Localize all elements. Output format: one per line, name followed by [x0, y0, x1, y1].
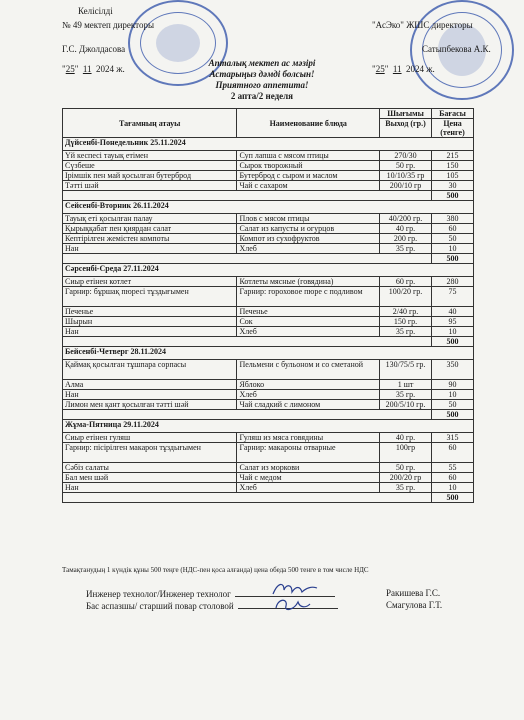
dish-name-ru: Хлеб [237, 483, 380, 493]
dish-name-kz: Гарнир: бұршақ пюресі тұздығымен [63, 287, 237, 307]
header-name-kz: Тағамның атауы [63, 109, 237, 138]
approval-date-right: "25" 11 2024 ж. [372, 64, 435, 74]
approval-org: Келісілді [78, 6, 113, 16]
dish-name-kz: Үй кеспесі тауық етімен [63, 151, 237, 161]
dish-price: 75 [432, 287, 474, 307]
header-name-ru: Наименование блюда [237, 109, 380, 138]
dish-name-kz: Бал мен шәй [63, 473, 237, 483]
dish-price: 350 [432, 360, 474, 380]
day-title: Сейсенбі-Вторник 26.11.2024 [63, 201, 474, 214]
dish-output: 40/200 гр. [380, 214, 432, 224]
dish-price: 90 [432, 380, 474, 390]
dish-name-ru: Пельмени с бульоном и со сметаной [237, 360, 380, 380]
dish-price: 105 [432, 171, 474, 181]
menu-row [63, 473, 474, 483]
menu-table-body [63, 138, 474, 503]
dish-name-kz: Ірімшік пен май қосылған бутерброд [63, 171, 237, 181]
dish-name-ru: Хлеб [237, 244, 380, 254]
dish-name-ru: Котлеты мясные (говядина) [237, 277, 380, 287]
approval-name-right: Сатыпбекова А.К. [422, 44, 491, 54]
dish-name-kz: Нан [63, 390, 237, 400]
menu-row [63, 244, 474, 254]
menu-title-kz: Апталық мектеп ас мәзірі [208, 58, 316, 68]
day-total: 500 [432, 493, 474, 503]
dish-output: 35 гр. [380, 244, 432, 254]
dish-name-kz: Сиыр етінен котлет [63, 277, 237, 287]
dish-price: 10 [432, 483, 474, 493]
week-label: 2 апта/2 неделя [230, 91, 294, 101]
total-spacer [63, 337, 432, 347]
day-total-row [63, 337, 474, 347]
total-spacer [63, 191, 432, 201]
menu-table [62, 108, 474, 503]
dish-output: 35 гр. [380, 390, 432, 400]
dish-price: 40 [432, 307, 474, 317]
dish-name-kz: Сиыр етінен гуляш [63, 433, 237, 443]
day-total: 500 [432, 254, 474, 264]
menu-row [63, 224, 474, 234]
dish-price: 95 [432, 317, 474, 327]
dish-name-ru: Яблоко [237, 380, 380, 390]
dish-price: 55 [432, 463, 474, 473]
dish-price: 10 [432, 244, 474, 254]
dish-output: 50 гр. [380, 463, 432, 473]
dish-name-ru: Компот из сухофруктов [237, 234, 380, 244]
dish-price: 60 [432, 224, 474, 234]
dish-output: 200/20 гр [380, 473, 432, 483]
day-total: 500 [432, 410, 474, 420]
menu-row [63, 307, 474, 317]
dish-name-ru: Гуляш из мяса говядины [237, 433, 380, 443]
signature-role-technologist: Инженер технолог/Инженер технолог [86, 589, 231, 599]
dish-output: 50 гр. [380, 161, 432, 171]
dish-output: 200/5/10 гр. [380, 400, 432, 410]
total-spacer [63, 410, 432, 420]
dish-price: 50 [432, 234, 474, 244]
dish-output: 200/10 гр [380, 181, 432, 191]
dish-name-ru: Плов с мясом птицы [237, 214, 380, 224]
dish-output: 2/40 гр. [380, 307, 432, 317]
greeting-kz: Астарыңыз дәмді болсын! [209, 69, 315, 79]
dish-name-kz: Гарнир: пісірілген макарон тұздығымен [63, 443, 237, 463]
handwritten-signature-2 [272, 596, 312, 614]
menu-title-block [0, 58, 524, 102]
dish-output: 100гр [380, 443, 432, 463]
dish-price: 10 [432, 327, 474, 337]
dish-name-kz: Қырыққабат пен қиярдан салат [63, 224, 237, 234]
dish-name-kz: Сүзбеше [63, 161, 237, 171]
dish-name-kz: Шырын [63, 317, 237, 327]
dish-name-ru: Сырок творожный [237, 161, 380, 171]
total-spacer [63, 254, 432, 264]
dish-name-kz: Сәбіз салаты [63, 463, 237, 473]
dish-output: 270/30 [380, 151, 432, 161]
dish-output: 200 гр. [380, 234, 432, 244]
menu-row [63, 161, 474, 171]
dish-name-kz: Лимон мен қант қосылған тәтті шәй [63, 400, 237, 410]
dish-output: 40 гр. [380, 224, 432, 234]
greeting-ru: Приятного аппетита! [215, 80, 309, 90]
menu-row [63, 287, 474, 307]
dish-name-ru: Хлеб [237, 327, 380, 337]
day-total: 500 [432, 191, 474, 201]
dish-price: 50 [432, 400, 474, 410]
menu-row [63, 181, 474, 191]
menu-row [63, 317, 474, 327]
dish-price: 215 [432, 151, 474, 161]
dish-output: 10/10/35 гр [380, 171, 432, 181]
header-price-ru: Цена (тенге) [432, 119, 474, 138]
dish-name-kz: Нан [63, 244, 237, 254]
dish-output: 150 гр. [380, 317, 432, 327]
dish-output: 100/20 гр. [380, 287, 432, 307]
approval-date-left: "25" 11 2024 ж. [62, 64, 125, 74]
dish-output: 35 гр. [380, 327, 432, 337]
dish-output: 40 гр. [380, 433, 432, 443]
day-title: Дүйсенбі-Понедельник 25.11.2024 [63, 138, 474, 151]
dish-price: 150 [432, 161, 474, 171]
menu-row [63, 234, 474, 244]
dish-name-kz: Кептірілген жемістен компоты [63, 234, 237, 244]
day-title: Жұма-Пятница 29.11.2024 [63, 420, 474, 433]
dish-output: 60 гр. [380, 277, 432, 287]
price-footnote: Тамақтанудың 1 күндік құны 500 теңге (НДС-пен қоса алғанда) цена обеда 500 тенге в том числе НДС [62, 566, 369, 574]
dish-name-ru: Салат из капусты и огурцов [237, 224, 380, 234]
day-title: Бейсенбі-Четверг 28.11.2024 [63, 347, 474, 360]
day-total-row [63, 254, 474, 264]
dish-name-ru: Хлеб [237, 390, 380, 400]
dish-name-kz: Тәтті шәй [63, 181, 237, 191]
dish-price: 10 [432, 390, 474, 400]
day-header-row [63, 264, 474, 277]
menu-row [63, 483, 474, 493]
day-title: Сәрсенбі-Среда 27.11.2024 [63, 264, 474, 277]
day-total-row [63, 191, 474, 201]
dish-name-ru: Салат из моркови [237, 463, 380, 473]
dish-name-kz: Қаймақ қосылған тұшпара сорпасы [63, 360, 237, 380]
dish-output: 1 шт [380, 380, 432, 390]
dish-name-ru: Печенье [237, 307, 380, 317]
menu-row [63, 433, 474, 443]
dish-name-ru: Гарнир: гороховое пюре с подливом [237, 287, 380, 307]
menu-row [63, 380, 474, 390]
dish-name-ru: Чай с сахаром [237, 181, 380, 191]
dish-name-ru: Гарнир: макароны отварные [237, 443, 380, 463]
total-spacer [63, 493, 432, 503]
menu-row [63, 214, 474, 224]
day-total: 500 [432, 337, 474, 347]
dish-name-ru: Суп лапша с мясом птицы [237, 151, 380, 161]
signature-role-cook: Бас аспазшы/ старший повар столовой [86, 601, 234, 611]
approval-name-left: Г.С. Джолдасова [62, 44, 126, 54]
dish-price: 60 [432, 473, 474, 483]
menu-row [63, 463, 474, 473]
menu-row [63, 400, 474, 410]
day-total-row [63, 493, 474, 503]
header-output-kz: Шығымы [380, 109, 432, 119]
day-header-row [63, 420, 474, 433]
approval-school: № 49 мектеп директоры [62, 20, 155, 30]
dish-name-kz: Алма [63, 380, 237, 390]
menu-row [63, 151, 474, 161]
header-price-kz: Бағасы [432, 109, 474, 119]
approval-company: "АсЭко" ЖШС директоры [372, 20, 473, 30]
dish-price: 280 [432, 277, 474, 287]
dish-name-ru: Сок [237, 317, 380, 327]
menu-row [63, 443, 474, 463]
dish-price: 30 [432, 181, 474, 191]
dish-price: 60 [432, 443, 474, 463]
signature-name-cook: Смагулова Г.Т. [386, 600, 443, 610]
menu-row [63, 360, 474, 380]
menu-row [63, 171, 474, 181]
day-header-row [63, 347, 474, 360]
dish-name-ru: Бутерброд с сыром и маслом [237, 171, 380, 181]
day-total-row [63, 410, 474, 420]
dish-output: 35 гр. [380, 483, 432, 493]
dish-output: 130/75/5 гр. [380, 360, 432, 380]
dish-name-ru: Чай сладкий с лимоном [237, 400, 380, 410]
dish-name-kz: Нан [63, 327, 237, 337]
dish-name-ru: Чай с медом [237, 473, 380, 483]
dish-name-kz: Печенье [63, 307, 237, 317]
menu-row [63, 277, 474, 287]
day-header-row [63, 201, 474, 214]
signature-name-technologist: Ракишева Г.С. [386, 588, 441, 598]
dish-price: 315 [432, 433, 474, 443]
dish-name-kz: Тауық еті қосылған палау [63, 214, 237, 224]
menu-row [63, 327, 474, 337]
dish-price: 380 [432, 214, 474, 224]
header-output-ru: Выход (гр.) [380, 119, 432, 138]
dish-name-kz: Нан [63, 483, 237, 493]
day-header-row [63, 138, 474, 151]
menu-row [63, 390, 474, 400]
